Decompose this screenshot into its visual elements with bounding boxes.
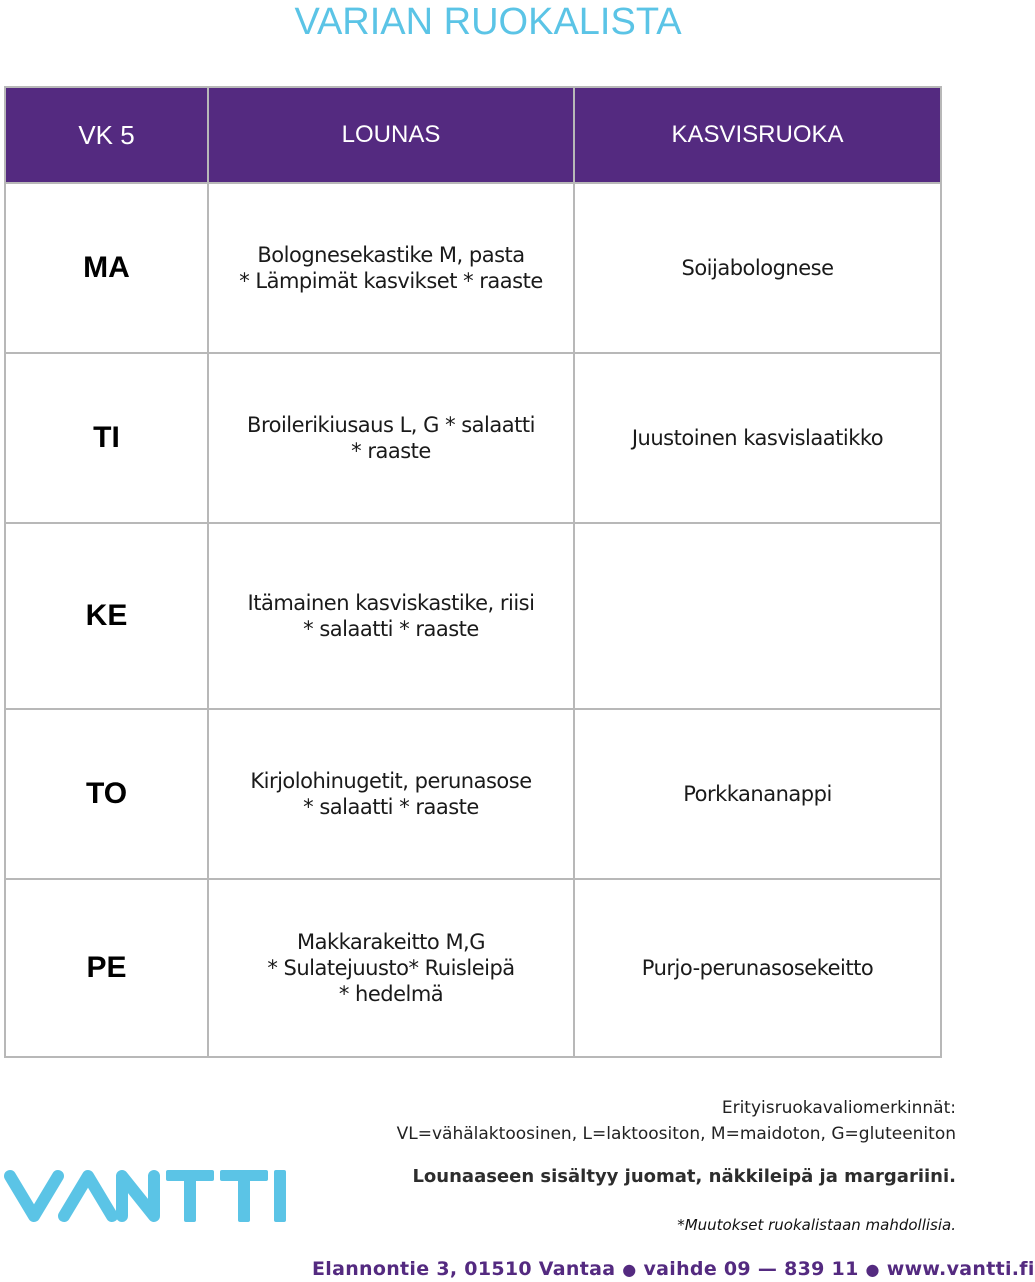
veg-header: KASVISRUOKA bbox=[574, 87, 941, 183]
menu-row bbox=[5, 523, 941, 709]
menu-row bbox=[5, 879, 941, 1057]
lunch-line: * raaste bbox=[351, 439, 431, 463]
lunch-line: Itämainen kasviskastike, riisi bbox=[247, 591, 535, 615]
day-label: PE bbox=[5, 879, 208, 1057]
lunch-cell bbox=[208, 879, 574, 1057]
lunch-note: Lounaaseen sisältyy juomat, näkkileipä ja margariini. bbox=[412, 1166, 956, 1187]
veg-cell: Porkkananappi bbox=[574, 709, 941, 879]
lunch-line: * Sulatejuusto* Ruisleipä bbox=[267, 956, 515, 980]
lunch-line: * salaatti * raaste bbox=[303, 795, 479, 819]
veg-cell: Purjo-perunasosekeitto bbox=[574, 879, 941, 1057]
footer-phone: vaihde 09 — 839 11 bbox=[643, 1258, 859, 1280]
lunch-line: * Lämpimät kasvikset * raaste bbox=[239, 269, 543, 293]
lunch-line: Bolognesekastike M, pasta bbox=[257, 243, 525, 267]
page-title: VARIAN RUOKALISTA bbox=[294, 1, 682, 43]
lunch-line: * hedelmä bbox=[338, 982, 444, 1006]
veg-cell bbox=[574, 523, 941, 709]
lunch-line: * salaatti * raaste bbox=[303, 617, 479, 641]
lunch-line: Kirjolohinugetit, perunasose bbox=[250, 769, 532, 793]
vantti-logo bbox=[4, 1166, 288, 1226]
menu-row bbox=[5, 183, 941, 353]
lunch-cell bbox=[208, 353, 574, 523]
bullet-icon: ● bbox=[865, 1260, 880, 1279]
week-header: VK 5 bbox=[5, 87, 208, 183]
lunch-cell bbox=[208, 709, 574, 879]
veg-cell: Soijabolognese bbox=[574, 183, 941, 353]
changes-note: *Muutokset ruokalistaan mahdollisia. bbox=[677, 1216, 956, 1234]
lunch-header: LOUNAS bbox=[208, 87, 574, 183]
day-label: MA bbox=[5, 183, 208, 353]
table-header-row bbox=[5, 87, 941, 183]
footer-address: Elannontie 3, 01510 Vantaa bbox=[312, 1258, 616, 1280]
day-label: TI bbox=[5, 353, 208, 523]
menu-row bbox=[5, 353, 941, 523]
veg-cell: Juustoinen kasvislaatikko bbox=[574, 353, 941, 523]
menu-table bbox=[4, 86, 942, 1058]
day-label: KE bbox=[5, 523, 208, 709]
diet-info-heading: Erityisruokavaliomerkinnät: bbox=[721, 1098, 956, 1118]
footer-website[interactable]: www.vantti.fi bbox=[886, 1258, 1035, 1280]
diet-codes: VL=vähälaktoosinen, L=laktoositon, M=maidoton, G=gluteeniton bbox=[396, 1124, 956, 1144]
footer-contact bbox=[312, 1258, 1035, 1280]
lunch-cell bbox=[208, 523, 574, 709]
lunch-cell bbox=[208, 183, 574, 353]
lunch-line: Broilerikiusaus L, G * salaatti bbox=[247, 413, 535, 437]
day-label: TO bbox=[5, 709, 208, 879]
bullet-icon: ● bbox=[622, 1260, 637, 1279]
menu-row bbox=[5, 709, 941, 879]
lunch-line: Makkarakeitto M,G bbox=[296, 930, 486, 954]
